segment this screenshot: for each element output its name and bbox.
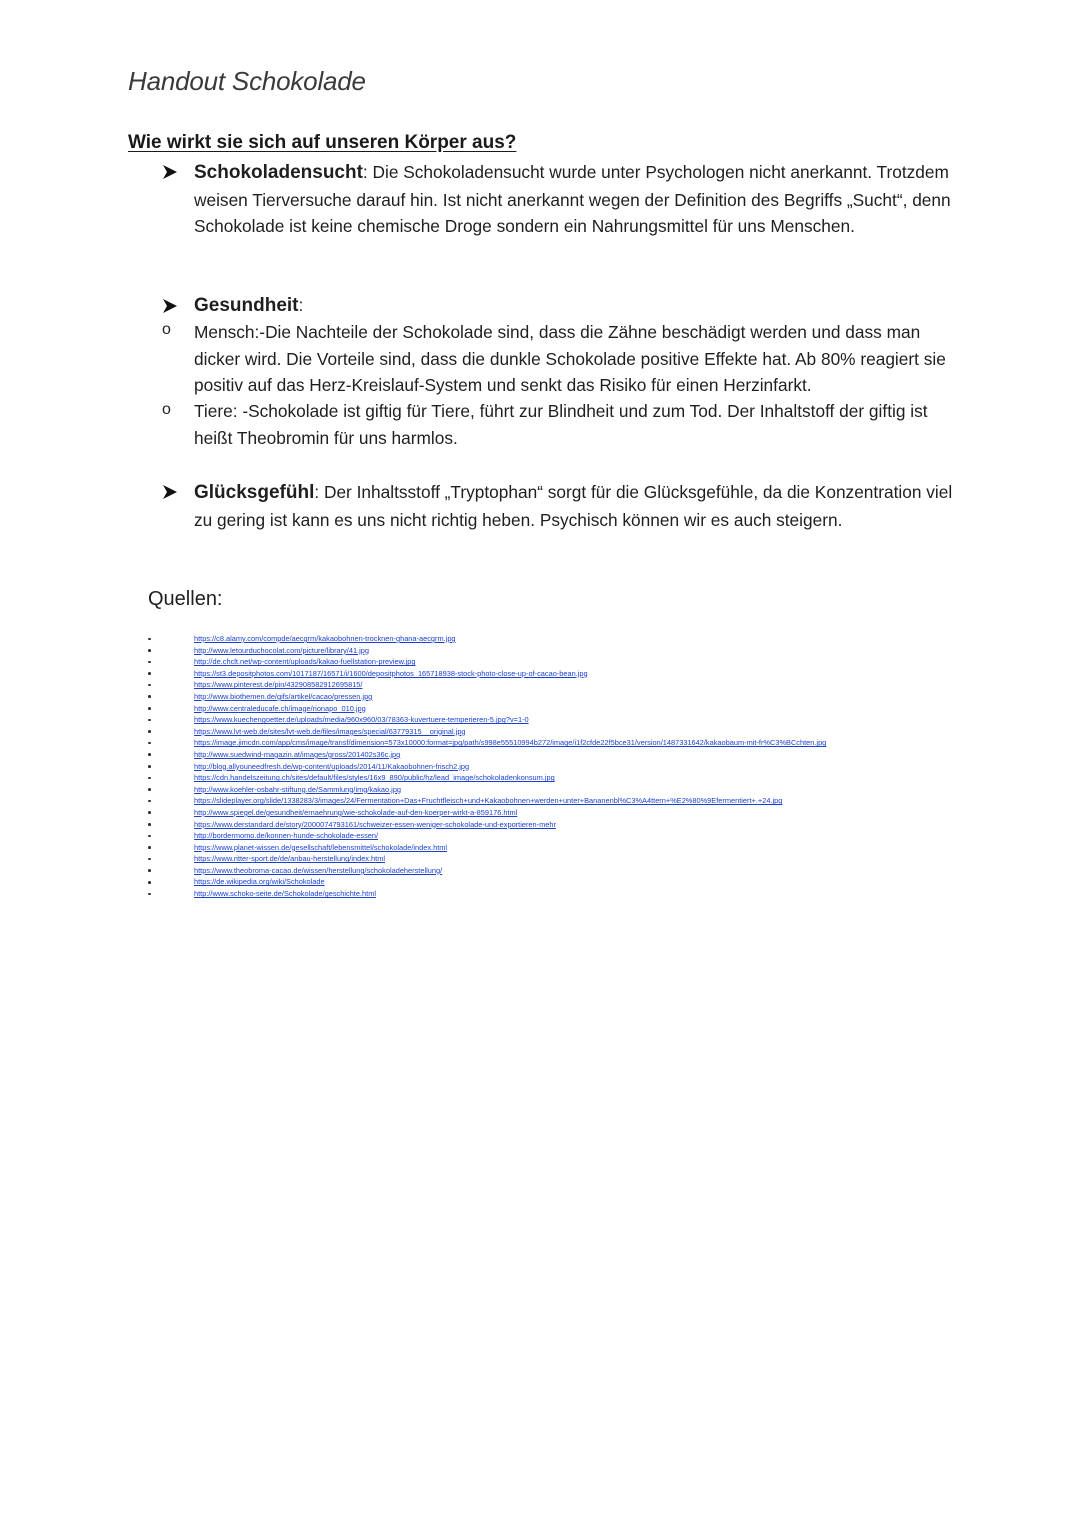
- paragraph-gesundheit: [194, 292, 964, 320]
- list-item: [148, 888, 1048, 900]
- list-item: [148, 714, 1048, 726]
- list-item: [148, 795, 1048, 807]
- paragraph-gluecksgefuehl: [194, 479, 964, 533]
- dot-bullet-icon: [148, 811, 151, 814]
- list-item: [148, 830, 1048, 842]
- hollow-circle-bullet-icon: o: [162, 401, 171, 418]
- paragraph-mensch: Mensch:-Die Nachteile der Schokolade sind, dass die Zähne beschädigt werden und dass man dicker wird. Die Vorteile sind, dass die dunkle Schokolade positive Effekte hat. Ab 80% reagiert sie positiv auf das Herz-Kreislauf-System und senkt das Risiko für einen Herzinfarkt.: [194, 322, 946, 396]
- dot-bullet-icon: [148, 788, 151, 791]
- dot-bullet-icon: [148, 765, 151, 768]
- list-item: [148, 656, 1048, 668]
- list-item: [148, 737, 1048, 749]
- source-link[interactable]: https://www.kuechengoetter.de/uploads/media/960x960/03/78363-kuvertuere-temperieren-5.jpg?v=1-0: [194, 715, 529, 725]
- dot-bullet-icon: [148, 719, 151, 722]
- list-item: [148, 633, 1048, 645]
- list-item: [148, 691, 1048, 703]
- source-link[interactable]: http://www.spiegel.de/gesundheit/ernaehrung/wie-schokolade-auf-den-koerper-wirkt-a-859176.html: [194, 807, 518, 817]
- dot-bullet-icon: [148, 800, 151, 803]
- dot-bullet-icon: [148, 823, 151, 826]
- source-link[interactable]: https://www.planet-wissen.de/gesellschaft/lebensmittel/schokolade/index.html: [194, 842, 448, 852]
- list-item: [148, 807, 1048, 819]
- paragraph-schokoladensucht: [194, 159, 964, 240]
- arrowhead-bullet-icon: [160, 296, 182, 318]
- arrowhead-bullet-icon: [160, 162, 182, 184]
- source-link[interactable]: http://www.letourduchocolat.com/picture/library/41.jpg: [194, 645, 369, 655]
- source-link[interactable]: https://st3.depositphotos.com/1017187/16571/i/1600/depositphotos_165718938-stock-photo-close-up-of-cacao-bean.jpg: [194, 668, 588, 678]
- list-item: [148, 679, 1048, 691]
- source-link[interactable]: https://de.wikipedia.org/wiki/Schokolade: [194, 877, 325, 887]
- source-link[interactable]: https://cdn.handelszeitung.ch/sites/default/files/styles/16x9_890/public/hz/lead_image/schokoladenkonsum.jpg: [194, 773, 555, 783]
- source-link[interactable]: https://www.ritter-sport.de/de/anbau-herstellung/index.html: [194, 854, 386, 864]
- text-schokoladensucht: : Die Schokoladensucht wurde unter Psychologen nicht anerkannt. Trotzdem weisen Tierversuche darauf hin. Ist nicht anerkannt wegen der Definition des Begriffs „Sucht“, denn Schokolade ist keine chemische Droge sondern ein Nahrungsmittel für uns Menschen.: [194, 162, 951, 237]
- dot-bullet-icon: [148, 672, 151, 675]
- source-link[interactable]: https://www.derstandard.de/story/2000074793161/schweizer-essen-weniger-schokolade-und-exportieren-mehr: [194, 819, 556, 829]
- list-item: [148, 703, 1048, 715]
- dot-bullet-icon: [148, 753, 151, 756]
- list-item: [148, 842, 1048, 854]
- list-item: [148, 761, 1048, 773]
- text-gluecksgefuehl: : Der Inhaltsstoff „Tryptophan“ sorgt für die Glücksgefühle, da die Konzentration viel zu gering ist kann es uns nicht richtig heben. Psychisch können wir es auch steigern.: [194, 482, 953, 530]
- source-link[interactable]: http://blog.allyouneedfresh.de/wp-content/uploads/2014/11/Kakaobohnen-frisch2.jpg: [194, 761, 470, 771]
- source-link[interactable]: http://www.centraleducafe.ch/image/rionapo_010.jpg: [194, 703, 366, 713]
- paragraph-tiere: Tiere: -Schokolade ist giftig für Tiere, führt zur Blindheit und zum Tod. Der Inhaltstoff der giftig ist heißt Theobromin für uns harmlos.: [194, 401, 928, 448]
- list-item: [148, 749, 1048, 761]
- list-item: [148, 726, 1048, 738]
- dot-bullet-icon: [148, 684, 151, 687]
- arrowhead-bullet-icon: [160, 482, 182, 504]
- dot-bullet-icon: [148, 846, 151, 849]
- source-link[interactable]: https://image.jimcdn.com/app/cms/image/transf/dimension=573x10000:format=jpg/path/s998e55510994b272/image/i1f2cfde22f5bce31/version/1487331642/kakaobaum-mit-fr%C3%BCchten.jpg: [194, 738, 827, 748]
- list-item: [148, 645, 1048, 657]
- source-link[interactable]: http://www.suedwind-magazin.at/images/gross/201402s36c.jpg: [194, 749, 401, 759]
- dot-bullet-icon: [148, 858, 151, 861]
- dot-bullet-icon: [148, 893, 151, 896]
- source-link[interactable]: http://www.koehler-osbahr-stiftung.de/Sammlung/img/kakao.jpg: [194, 784, 402, 794]
- section-heading: Wie wirkt sie sich auf unseren Körper aus?: [128, 132, 517, 153]
- dot-bullet-icon: [148, 661, 151, 664]
- list-item: [148, 772, 1048, 784]
- dot-bullet-icon: [148, 777, 151, 780]
- source-link[interactable]: http://www.biothemen.de/gifs/artikel/cacao/pressen.jpg: [194, 691, 373, 701]
- term-gesundheit-colon: :: [298, 295, 304, 315]
- dot-bullet-icon: [148, 649, 151, 652]
- source-link[interactable]: https://www.pinterest.de/pin/432908582912695815/: [194, 680, 363, 690]
- source-link[interactable]: http://de.chclt.net/wp-content/uploads/kakao-fuellstation-preview.jpg: [194, 657, 416, 667]
- sources-title: Quellen:: [148, 588, 223, 610]
- hollow-circle-bullet-icon: o: [162, 321, 171, 338]
- sources-list: [148, 633, 1048, 900]
- list-item: [148, 865, 1048, 877]
- dot-bullet-icon: [148, 707, 151, 710]
- dot-bullet-icon: [148, 730, 151, 733]
- term-gluecksgefuehl: Glücksgefühl: [194, 482, 315, 503]
- dot-bullet-icon: [148, 638, 151, 641]
- dot-bullet-icon: [148, 869, 151, 872]
- dot-bullet-icon: [148, 881, 151, 884]
- document-title: Handout Schokolade: [128, 66, 366, 96]
- source-link[interactable]: https://www.lvt-web.de/sites/lvt-web.de/files/images/special/63779315__original.jpg: [194, 726, 466, 736]
- list-item: [148, 784, 1048, 796]
- source-link[interactable]: http://bordermomo.de/konnen-hunde-schokolade-essen/: [194, 831, 379, 841]
- dot-bullet-icon: [148, 835, 151, 838]
- term-gesundheit: Gesundheit: [194, 295, 299, 316]
- list-item: [148, 819, 1048, 831]
- list-item: [148, 876, 1048, 888]
- source-link[interactable]: https://c8.alamy.com/compde/aecgrm/kakaobohnen-trocknen-ghana-aecgrm.jpg: [194, 634, 456, 643]
- list-item: [148, 668, 1048, 680]
- list-item: [148, 853, 1048, 865]
- dot-bullet-icon: [148, 742, 151, 745]
- source-link[interactable]: http://www.schoko-seite.de/Schokolade/geschichte.html: [194, 889, 376, 899]
- dot-bullet-icon: [148, 695, 151, 698]
- term-schokoladensucht: Schokoladensucht: [194, 162, 363, 183]
- source-link[interactable]: https://www.theobroma-cacao.de/wissen/herstellung/schokoladeherstellung/: [194, 865, 443, 875]
- source-link[interactable]: https://slideplayer.org/slide/1338283/3/images/24/Fermentation+Das+Fruchtfleisch+und+Kakaobohnen+werden+unter+Bananenbl%C3%A4ttern+%E2%80%9Efermentiert+.+24.jpg: [194, 796, 783, 806]
